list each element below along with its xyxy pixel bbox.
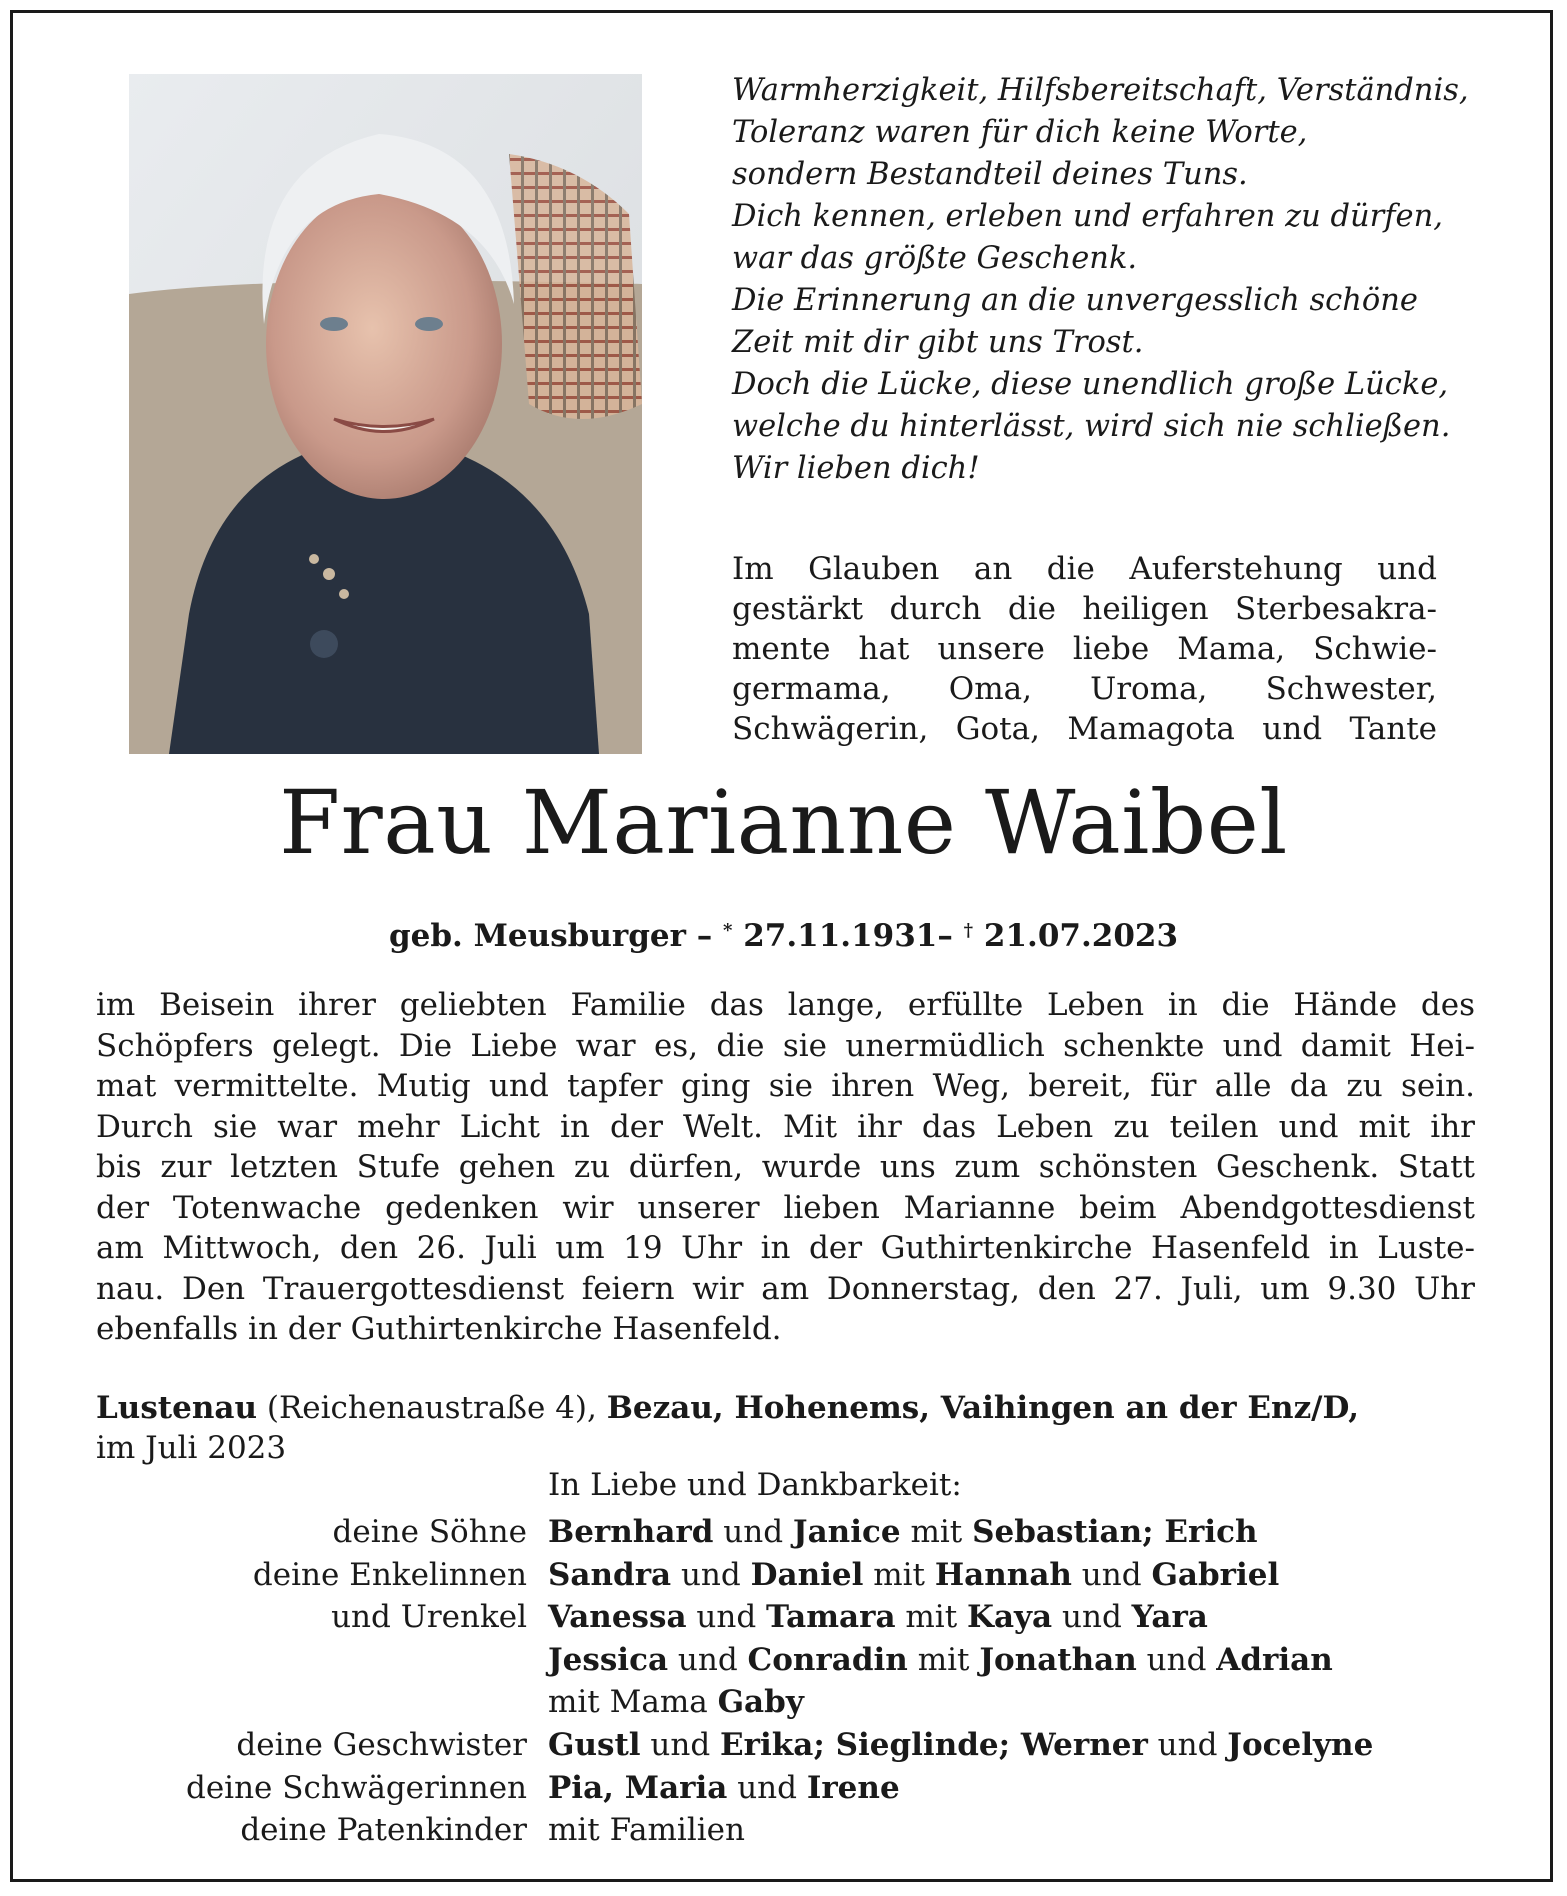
birth-name: geb. Meusburger xyxy=(388,918,686,954)
verse-line: Wir lieben dich! xyxy=(732,451,980,486)
date-line: im Juli 2023 xyxy=(96,1430,287,1466)
body-line: im Beisein ihrer geliebten Familie das lange, erfüllte Leben in die Hände des xyxy=(96,987,1475,1023)
family-name: Erika; Sieglinde; Werner xyxy=(720,1726,1148,1763)
family-name: Gaby xyxy=(717,1684,804,1721)
connector-text: mit xyxy=(900,1514,973,1550)
birth-date: 27.11.1931 xyxy=(732,918,938,954)
family-names xyxy=(548,1639,1333,1682)
connector-text: mit xyxy=(895,1599,968,1636)
verse-line: sondern Bestandteil deines Tuns. xyxy=(732,157,1248,192)
intro-line: Im Glauben an die Auferstehung und xyxy=(732,551,1437,587)
family-row xyxy=(0,1681,1567,1724)
verse-line: Toleranz waren für dich keine Worte, xyxy=(732,115,1308,150)
family-name: Jonathan xyxy=(979,1641,1137,1678)
body-line: Schöpfers gelegt. Die Liebe war es, die sie unermüdlich schenkte und damit Hei- xyxy=(96,1027,1475,1064)
birth-symbol: * xyxy=(723,920,733,941)
connector-text: und xyxy=(668,1641,748,1678)
verse-line: Dich kennen, erleben und erfahren zu dürfen, xyxy=(732,199,1443,234)
body-line: der Totenwache gedenken wir unserer lieben Marianne beim Abendgottesdienst xyxy=(96,1189,1475,1226)
connector-text: mit xyxy=(907,1641,980,1678)
relation-label: deine Schwägerinnen xyxy=(185,1769,527,1806)
connector-text: und xyxy=(1136,1641,1217,1678)
family-name: Daniel xyxy=(750,1556,864,1593)
family-name: Pia, Maria xyxy=(548,1769,728,1806)
family-name: Janice xyxy=(792,1514,901,1550)
family-name: Gabriel xyxy=(1151,1556,1280,1593)
verse-line: Doch die Lücke, diese unendlich große Lücke, xyxy=(732,367,1449,402)
other-towns: Bezau, Hohenems, Vaihingen an der Enz/D, xyxy=(606,1390,1360,1426)
portrait-photo xyxy=(129,74,642,754)
intro-line: Schwägerin, Gota, Mamagota und Tante xyxy=(732,711,1437,747)
verse-line: Die Erinnerung an die unvergesslich schöne xyxy=(732,283,1418,318)
family-names xyxy=(548,1681,804,1724)
family-names xyxy=(548,1511,1258,1554)
connector-text: und xyxy=(640,1726,721,1763)
relation-label: deine Geschwister xyxy=(236,1726,527,1763)
family-names xyxy=(548,1767,900,1810)
connector-text: mit Familien xyxy=(548,1812,745,1849)
verse-line: Warmherzigkeit, Hilfsbereitschaft, Verständnis, xyxy=(732,73,1469,108)
body-line: ebenfalls in der Guthirtenkirche Hasenfeld. xyxy=(96,1311,782,1347)
family-name: Sandra xyxy=(548,1556,672,1593)
body-line: mat vermittelte. Mutig und tapfer ging sie ihren Weg, bereit, für alle da zu sein. xyxy=(96,1068,1475,1104)
memorial-verse xyxy=(732,70,1472,490)
connector-text: und xyxy=(686,1599,767,1636)
relation-label: deine Söhne xyxy=(332,1514,527,1550)
family-name: Yara xyxy=(1131,1599,1208,1636)
separator: – xyxy=(685,918,724,954)
connector-text: und xyxy=(713,1514,793,1550)
family-row xyxy=(0,1554,1567,1597)
life-dates xyxy=(0,911,1567,956)
connector-text: und xyxy=(1147,1726,1228,1763)
intro-line: germama, Oma, Uroma, Schwester, xyxy=(732,671,1437,707)
intro-paragraph xyxy=(732,549,1437,749)
family-row xyxy=(0,1639,1567,1682)
relation-label: deine Enkelinnen xyxy=(252,1556,527,1593)
relation-label: deine Patenkinder xyxy=(240,1812,527,1849)
place-line xyxy=(96,1388,1496,1428)
connector-text: mit xyxy=(863,1556,935,1593)
connector-text: und xyxy=(1071,1556,1152,1593)
family-name: Adrian xyxy=(1216,1641,1333,1678)
family-names xyxy=(548,1724,1373,1767)
death-symbol: † xyxy=(963,920,974,941)
verse-line: welche du hinterlässt, wird sich nie schließen. xyxy=(732,409,1451,444)
family-name: Irene xyxy=(806,1769,900,1806)
connector-text: und xyxy=(727,1769,807,1806)
body-line: Durch sie war mehr Licht in der Welt. Mit ihr das Leben zu teilen und mit ihr xyxy=(96,1108,1475,1145)
family-name: Jocelyne xyxy=(1227,1726,1374,1763)
connector-text: und xyxy=(1052,1599,1132,1636)
family-list xyxy=(0,1511,1567,1852)
intro-line: mente hat unsere liebe Mama, Schwie- xyxy=(732,631,1437,667)
family-name: Conradin xyxy=(747,1641,908,1678)
family-name: Kaya xyxy=(967,1599,1053,1636)
family-name: Sebastian; Erich xyxy=(972,1514,1258,1550)
place-and-date xyxy=(96,1388,1496,1468)
relation-label: und Urenkel xyxy=(331,1599,527,1636)
body-line: bis zur letzten Stufe gehen zu dürfen, wurde uns zum schönsten Geschenk. Statt xyxy=(96,1149,1475,1185)
intro-line: gestärkt durch die heiligen Sterbesakra- xyxy=(732,591,1437,627)
family-names xyxy=(548,1554,1279,1597)
town: Lustenau xyxy=(96,1390,257,1426)
body-line: am Mittwoch, den 26. Juli um 19 Uhr in der Guthirtenkirche Hasenfeld in Luste- xyxy=(96,1230,1475,1266)
verse-line: war das größte Geschenk. xyxy=(732,241,1138,276)
obituary-body xyxy=(96,985,1475,1350)
deceased-name: Frau Marianne Waibel xyxy=(279,771,1288,874)
family-row xyxy=(0,1596,1567,1639)
connector-text: mit Mama xyxy=(548,1684,718,1721)
verse-line: Zeit mit dir gibt uns Trost. xyxy=(732,325,1144,360)
family-name: Vanessa xyxy=(548,1599,687,1636)
connector-text: und xyxy=(671,1556,751,1593)
family-name: Gustl xyxy=(548,1726,641,1763)
family-name: Hannah xyxy=(934,1556,1072,1593)
family-names xyxy=(548,1809,745,1852)
family-name: Jessica xyxy=(548,1641,669,1678)
family-names xyxy=(548,1596,1208,1639)
body-line: nau. Den Trauergottesdienst feiern wir am Donnerstag, den 27. Juli, um 9.30 Uhr xyxy=(96,1270,1475,1307)
family-row xyxy=(0,1724,1567,1767)
death-date: 21.07.2023 xyxy=(973,918,1179,954)
family-row xyxy=(0,1511,1567,1554)
family-row xyxy=(0,1809,1567,1852)
family-name: Tamara xyxy=(766,1599,896,1636)
family-name: Bernhard xyxy=(548,1514,714,1550)
family-row xyxy=(0,1767,1567,1810)
address: (Reichenaustraße 4), xyxy=(257,1390,607,1426)
thanks-line: In Liebe und Dankbarkeit: xyxy=(548,1467,962,1503)
separator: – xyxy=(937,918,964,954)
